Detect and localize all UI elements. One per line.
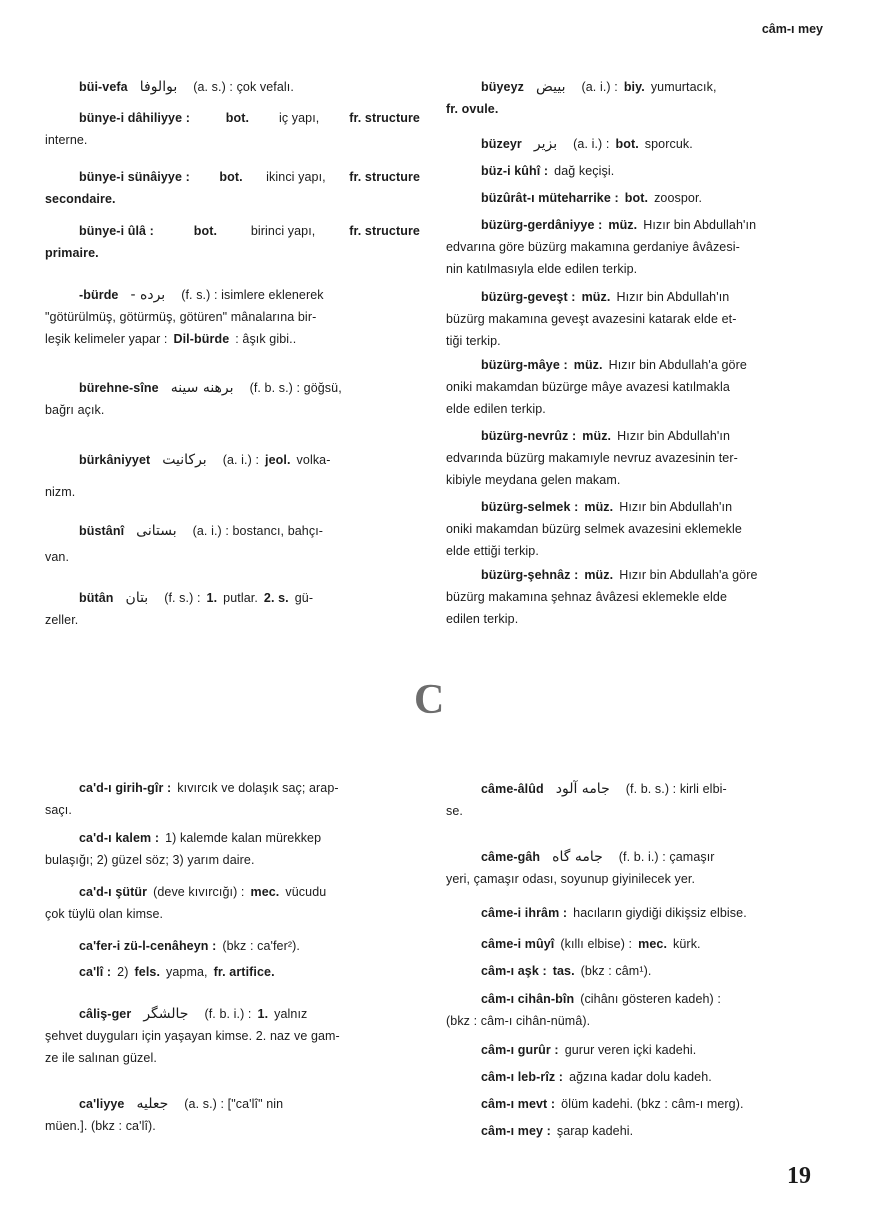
definition: Hızır bin Abdullah'ın <box>619 500 733 514</box>
definition: iç yapı, <box>278 111 320 125</box>
definition: (a. s.) : çok vefalı. <box>193 80 294 94</box>
entry-buzurat-i-muteharrike <box>446 187 824 209</box>
definition-line: oniki makamdan büzürg selmek avazesini eklemekle <box>446 522 742 536</box>
arabic-script: برکانیت <box>162 452 207 468</box>
abbrev: müz. <box>581 290 611 304</box>
definition: Hızır bin Abdullah'a göre <box>619 568 758 582</box>
entry-came-alud <box>446 778 824 822</box>
headword: bünye-i ûlâ : <box>79 224 154 238</box>
headword: câliş-ger <box>79 1007 132 1021</box>
entry-cam-i-leb-riz <box>446 1066 824 1088</box>
definition-line: kibiyle meydana gelen makam. <box>446 473 621 487</box>
definition-line: van. <box>45 550 70 564</box>
abbrev: bot. <box>615 137 639 151</box>
entry-came-i-ihram <box>446 902 824 924</box>
headword: ca'liyye <box>79 1097 125 1111</box>
entry-ca-liyye <box>45 1093 420 1137</box>
abbrev: mec. <box>638 937 668 951</box>
headword: bütân <box>79 591 114 605</box>
french-term: fr. artifice. <box>213 965 275 979</box>
abbrev: mec. <box>250 885 280 899</box>
arabic-script: جعلیه <box>136 1096 169 1112</box>
entry-cam-i-gurur <box>446 1039 824 1061</box>
example-term: Dil-bürde <box>173 332 230 346</box>
definition: dağ keçişi. <box>554 164 615 178</box>
headword: câm-ı cihân-bîn <box>481 992 575 1006</box>
definition: (f. s.) : isimlere eklenerek <box>181 288 324 302</box>
entry-ca-fer-i-zu-l-cenaheyn <box>45 935 420 957</box>
entry-buzurg-maye <box>446 354 824 420</box>
abbrev: müz. <box>584 568 614 582</box>
abbrev: bot. <box>225 111 250 125</box>
arabic-script: بستانی <box>136 523 177 539</box>
headword: câm-ı mey : <box>481 1124 551 1138</box>
definition-line: zeller. <box>45 613 79 627</box>
entry-buzurg-selmek <box>446 496 824 562</box>
definition: sporcuk. <box>644 137 693 151</box>
entry-buzurg-sehnaz <box>446 564 824 630</box>
headword: câm-ı leb-rîz : <box>481 1070 564 1084</box>
definition: (f. s.) : <box>164 591 201 605</box>
entry-cam-i-mevt <box>446 1093 824 1115</box>
headword: büzürg-nevrûz : <box>481 429 577 443</box>
entry-buzurg-gevest <box>446 286 824 352</box>
definition: volka- <box>296 453 331 467</box>
headword: ca'fer-i zü-l-cenâheyn : <box>79 939 217 953</box>
definition-line: yeri, çamaşır odası, soyunup giyinilecek yer. <box>446 872 696 886</box>
entry-bunye-i-dahiliyye <box>45 107 420 151</box>
definition-line: nizm. <box>45 485 76 499</box>
definition-line: edilen terkip. <box>446 612 519 626</box>
definition-line: şehvet duyguları için yaşayan kimse. 2. naz ve gam- <box>45 1029 340 1043</box>
headword: ca'd-ı kalem : <box>79 831 160 845</box>
definition: (cihânı gösteren kadeh) : <box>580 992 721 1006</box>
entry-buzurg-nevruz <box>446 425 824 491</box>
entry-burde <box>45 284 420 350</box>
entry-bustani <box>45 520 420 568</box>
french-term: fr. structure <box>349 111 420 125</box>
entry-burkaniyyet <box>45 449 420 503</box>
headword: büzürg-selmek : <box>481 500 579 514</box>
definition: (a. i.) : <box>222 453 260 467</box>
definition: yalnız <box>274 1007 308 1021</box>
definition: ikinci yapı, <box>266 170 326 184</box>
definition-line: bağrı açık. <box>45 403 105 417</box>
definition: hacıların giydiği dikişsiz elbise. <box>573 906 747 920</box>
arabic-script: بزیر <box>533 136 558 152</box>
entry-buzeyr <box>446 133 824 155</box>
headword: câm-ı gurûr : <box>481 1043 559 1057</box>
definition-line: büzürg makamına geveşt avazesini katarak elde et- <box>446 312 737 326</box>
entry-bunye-i-sunaiyye <box>45 166 420 210</box>
french-term: fr. structure <box>349 224 420 238</box>
definition: (a. i.) : <box>573 137 610 151</box>
abbrev: biy. <box>623 80 645 94</box>
definition: gü- <box>294 591 314 605</box>
definition-line: (bkz : câm-ı cihân-nümâ). <box>446 1014 591 1028</box>
definition: (bkz : câm¹). <box>580 964 652 978</box>
definition-line: ze ile salınan güzel. <box>45 1051 157 1065</box>
abbrev: bot. <box>624 191 649 205</box>
definition: (bkz : ca'fer²). <box>222 939 300 953</box>
definition: şarap kadehi. <box>556 1124 634 1138</box>
definition: (a. s.) : ["ca'lî" nin <box>184 1097 284 1111</box>
headword: bünye-i sünâiyye : <box>79 170 190 184</box>
definition-line: interne. <box>45 133 88 147</box>
headword: bürkâniyyet <box>79 453 151 467</box>
definition: (kıllı elbise) : <box>560 937 633 951</box>
definition: (f. b. i.) : <box>204 1007 252 1021</box>
abbrev: bot. <box>219 170 243 184</box>
definition-line: edvarına göre büzürg makamına gerdaniye âvâzesi- <box>446 240 740 254</box>
headword: büi-vefa <box>79 80 128 94</box>
entry-burehne-sine <box>45 377 420 421</box>
abbrev: müz. <box>584 500 614 514</box>
headword: büyeyz <box>481 80 524 94</box>
definition-line: oniki makamdan büzürge mâye avazesi katılmakla <box>446 380 730 394</box>
french-term: fr. structure <box>349 170 420 184</box>
arabic-script: بوالوفا <box>139 79 178 95</box>
definition: : âşık gibi.. <box>235 332 297 346</box>
definition: yumurtacık, <box>650 80 717 94</box>
entry-cam-i-mey <box>446 1120 824 1142</box>
headword: büstânî <box>79 524 125 538</box>
definition-line: elde ettiği terkip. <box>446 544 539 558</box>
definition-line: bulaşığı; 2) güzel söz; 3) yarım daire. <box>45 853 255 867</box>
definition: ağzına kadar dolu kadeh. <box>569 1070 712 1084</box>
headword: büzeyr <box>481 137 522 151</box>
definition-line: saçı. <box>45 803 72 817</box>
definition: 1) kalemde kalan mürekkep <box>165 831 322 845</box>
headword: câme-i ihrâm : <box>481 906 568 920</box>
page-number: 19 <box>787 1163 811 1189</box>
entry-cam-i-ask <box>446 960 824 982</box>
headword: bünye-i dâhiliyye : <box>79 111 190 125</box>
definition-line: nin katılmasıyla elde edilen terkip. <box>446 262 638 276</box>
abbrev: tas. <box>552 964 575 978</box>
definition: kıvırcık ve dolaşık saç; arap- <box>177 781 339 795</box>
definition: gurur veren içki kadehi. <box>564 1043 697 1057</box>
definition-line: çok tüylü olan kimse. <box>45 907 164 921</box>
sense-number: 1. <box>206 591 218 605</box>
headword: ca'lî : <box>79 965 112 979</box>
definition: (f. b. s.) : kirli elbi- <box>625 782 727 796</box>
definition: (a. i.) : <box>581 80 618 94</box>
headword: büzürg-gerdâniyye : <box>481 218 603 232</box>
headword: câme-âlûd <box>481 782 544 796</box>
definition: (a. i.) : bostancı, bahçı- <box>192 524 324 538</box>
definition: (f. b. s.) : göğsü, <box>249 381 342 395</box>
definition-line: fr. ovule. <box>446 102 499 116</box>
sense-number: 1. <box>257 1007 269 1021</box>
abbrev: fels. <box>134 965 161 979</box>
arabic-script: جامه گاه <box>552 849 603 865</box>
headword: ca'd-ı girih-gîr : <box>79 781 172 795</box>
headword: -bürde <box>79 288 119 302</box>
definition: Hızır bin Abdullah'ın <box>643 218 757 232</box>
definition: Hızır bin Abdullah'ın <box>616 290 730 304</box>
definition-line: se. <box>446 804 463 818</box>
definition: (deve kıvırcığı) : <box>153 885 245 899</box>
arabic-script: - برده <box>130 287 166 303</box>
entry-bunye-i-ula <box>45 220 420 264</box>
entry-buyeyz <box>446 76 824 120</box>
headword: câme-i mûyî <box>481 937 555 951</box>
entry-butan <box>45 587 420 631</box>
headword: câme-gâh <box>481 850 541 864</box>
abbrev: bot. <box>193 224 218 238</box>
arabic-script: بتان <box>125 590 149 606</box>
definition-line: edvarında büzürg makamıyle nevruz avazesinin ter- <box>446 451 738 465</box>
arabic-script: جامه آلود <box>555 781 610 797</box>
definition: yapma, <box>166 965 208 979</box>
abbrev: müz. <box>608 218 638 232</box>
definition-line: müen.]. (bkz : ca'lî). <box>45 1119 156 1133</box>
entry-ca-d-i-sutur <box>45 881 420 925</box>
definition-line: secondaire. <box>45 192 116 206</box>
entry-ca-li <box>45 961 420 983</box>
headword: ca'd-ı şütür <box>79 885 148 899</box>
abbrev: jeol. <box>265 453 291 467</box>
headword: câm-ı aşk : <box>481 964 547 978</box>
entry-buz-i-kuhi <box>446 160 824 182</box>
definition-line: tiği terkip. <box>446 334 501 348</box>
headword: bürehne-sîne <box>79 381 159 395</box>
arabic-script: جالشگر <box>143 1006 189 1022</box>
definition: kürk. <box>673 937 701 951</box>
sense-number: 2. s. <box>263 591 289 605</box>
arabic-script: بییض <box>535 79 566 95</box>
sense-number: 2) <box>117 965 129 979</box>
entry-ca-d-i-kalem <box>45 827 420 871</box>
headword: büzûrât-ı müteharrike : <box>481 191 619 205</box>
definition-line: "götürülmüş, götürmüş, götüren" mânalarına bir- <box>45 310 317 324</box>
entry-cam-i-cihan-bin <box>446 988 824 1032</box>
entry-bui-vefa <box>45 76 420 98</box>
definition: Hızır bin Abdullah'ın <box>617 429 731 443</box>
entry-came-i-muyi <box>446 933 824 955</box>
entry-buzurg-gerdaniyye <box>446 214 824 280</box>
headword: büzürg-geveşt : <box>481 290 576 304</box>
definition: putlar. <box>223 591 258 605</box>
entry-ca-d-i-girih-gir <box>45 777 420 821</box>
definition: zoospor. <box>654 191 703 205</box>
headword: büz-i kûhî : <box>481 164 549 178</box>
running-head: câm-ı mey <box>761 22 823 36</box>
entry-came-gah <box>446 846 824 890</box>
headword: câm-ı mevt : <box>481 1097 556 1111</box>
headword: büzürg-şehnâz : <box>481 568 579 582</box>
abbrev: müz. <box>573 358 603 372</box>
arabic-script: برهنه سینه <box>170 380 234 396</box>
definition: birinci yapı, <box>250 224 316 238</box>
definition-line <box>45 328 420 350</box>
entry-calis-ger <box>45 1003 420 1069</box>
definition: Hızır bin Abdullah'a göre <box>608 358 747 372</box>
definition-line: primaire. <box>45 246 99 260</box>
definition: leşik kelimeler yapar : <box>45 332 168 346</box>
abbrev: müz. <box>582 429 612 443</box>
headword: büzürg-mâye : <box>481 358 568 372</box>
definition: vücudu <box>285 885 327 899</box>
definition-line: elde edilen terkip. <box>446 402 546 416</box>
section-letter-heading: C <box>414 677 445 723</box>
definition-line: büzürg makamına şehnaz âvâzesi eklemekle elde <box>446 590 728 604</box>
definition: ölüm kadehi. (bkz : câm-ı merg). <box>561 1097 744 1111</box>
definition: (f. b. i.) : çamaşır <box>618 850 715 864</box>
